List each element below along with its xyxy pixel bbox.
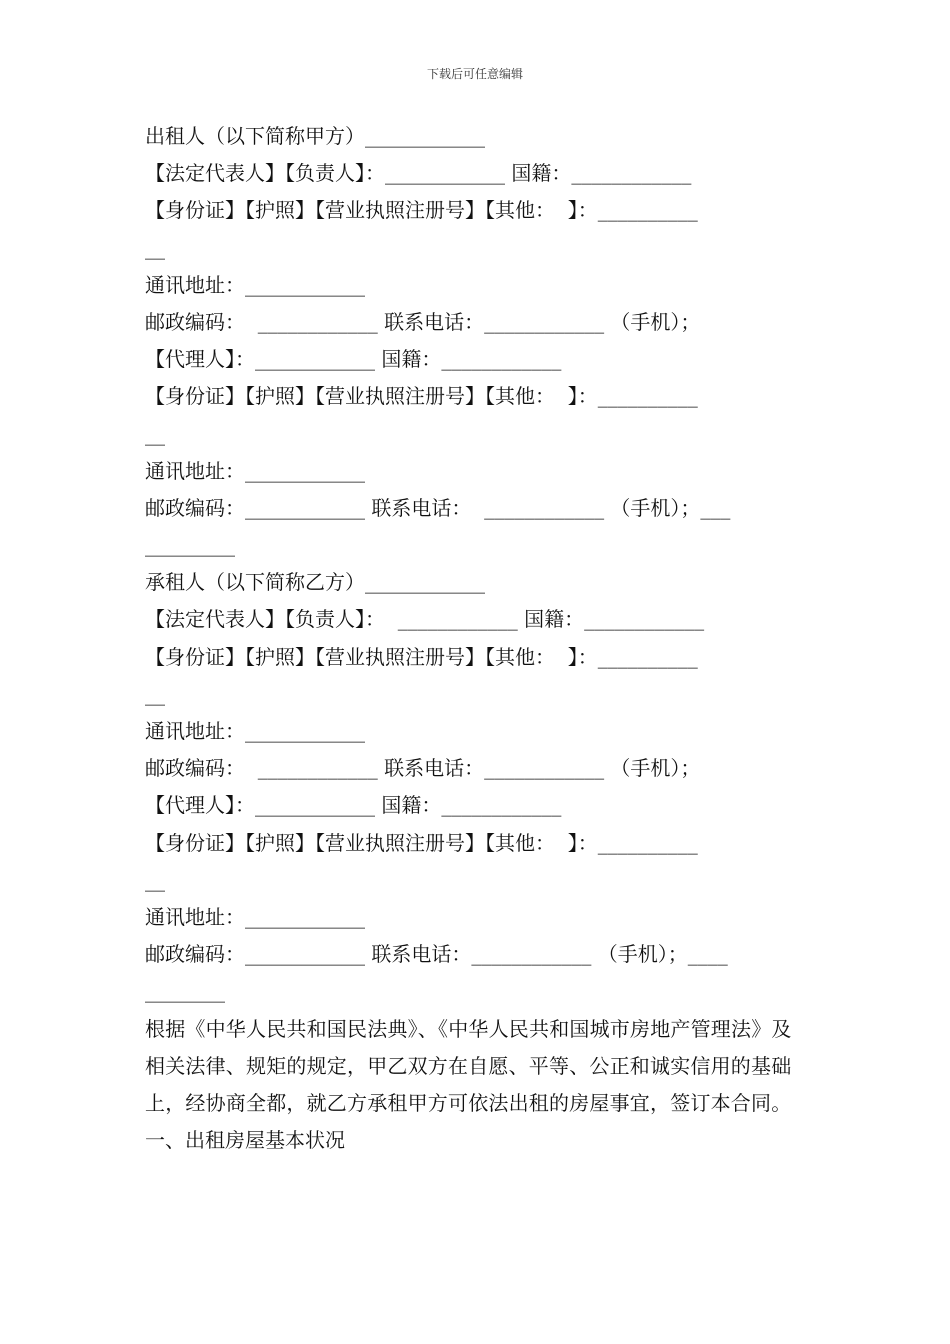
lessor-agent-id-line: 【身份证】【护照】【营业执照注册号】【其他： 】：__________ — [145, 384, 698, 409]
page-header: 下载后可任意编辑 — [426, 67, 523, 81]
contract-preamble: 根据《中华人民共和国民法典》、《中华人民共和国城市房地产管理法》及相关法律、规矩的规定，甲乙双方在自愿、平等、公正和诚实信用的基础上，经协商全都，就乙方承租甲方可依法出租的房屋事宜，签订本合同。 — [145, 1016, 792, 1115]
section-heading: 一、出租房屋基本状况 — [145, 1128, 345, 1153]
lessee-agent-address-line: 通讯地址：____________ — [145, 904, 365, 929]
lessor-id-line: 【身份证】【护照】【营业执照注册号】【其他： 】：__________ — [145, 198, 698, 223]
lessor-id-line-cont: __ — [145, 235, 165, 260]
lessor-address-line: 通讯地址：____________ — [145, 272, 365, 297]
lessor-agent-line: 【代理人】：____________ 国籍：____________ — [145, 347, 562, 372]
lessor-agent-address-line: 通讯地址：____________ — [145, 458, 365, 483]
lessor-line: 出租人（以下简称甲方）____________ — [145, 124, 485, 148]
contract-body — [145, 118, 807, 1159]
lessor-postcode-phone-line: 邮政编码： ____________ 联系电话：____________ （手机）； — [145, 309, 701, 334]
lessee-id-line-cont: __ — [145, 681, 165, 706]
lessee-agent-line: 【代理人】：____________ 国籍：____________ — [145, 793, 562, 818]
lessee-line: 承租人（以下简称乙方）____________ — [145, 570, 485, 595]
lessor-agent-id-line-cont: __ — [145, 421, 165, 446]
lessor-agent-postcode-phone-line: 邮政编码：____________ 联系电话： ____________ （手机）；___ — [145, 495, 731, 520]
lessee-agent-id-line: 【身份证】【护照】【营业执照注册号】【其他： 】：__________ — [145, 830, 698, 855]
lessee-agent-postcode-phone-line: 邮政编码：____________ 联系电话：____________ （手机）；____ — [145, 942, 728, 967]
lessee-address-line: 通讯地址：____________ — [145, 719, 365, 743]
lessor-representative-line: 【法定代表人】【负责人】：____________ 国籍：____________ — [145, 161, 692, 186]
lessee-representative-line: 【法定代表人】【负责人】： ____________ 国籍：____________ — [145, 607, 705, 632]
lessee-postcode-phone-line: 邮政编码： ____________ 联系电话：____________ （手机）； — [145, 756, 701, 781]
lessor-agent-postcode-phone-line-cont: _________ — [145, 533, 235, 558]
lessee-agent-postcode-phone-line-cont: ________ — [145, 979, 225, 1004]
lessee-agent-id-line-cont: __ — [145, 867, 165, 892]
lessee-id-line: 【身份证】【护照】【营业执照注册号】【其他： 】：__________ — [145, 644, 698, 669]
